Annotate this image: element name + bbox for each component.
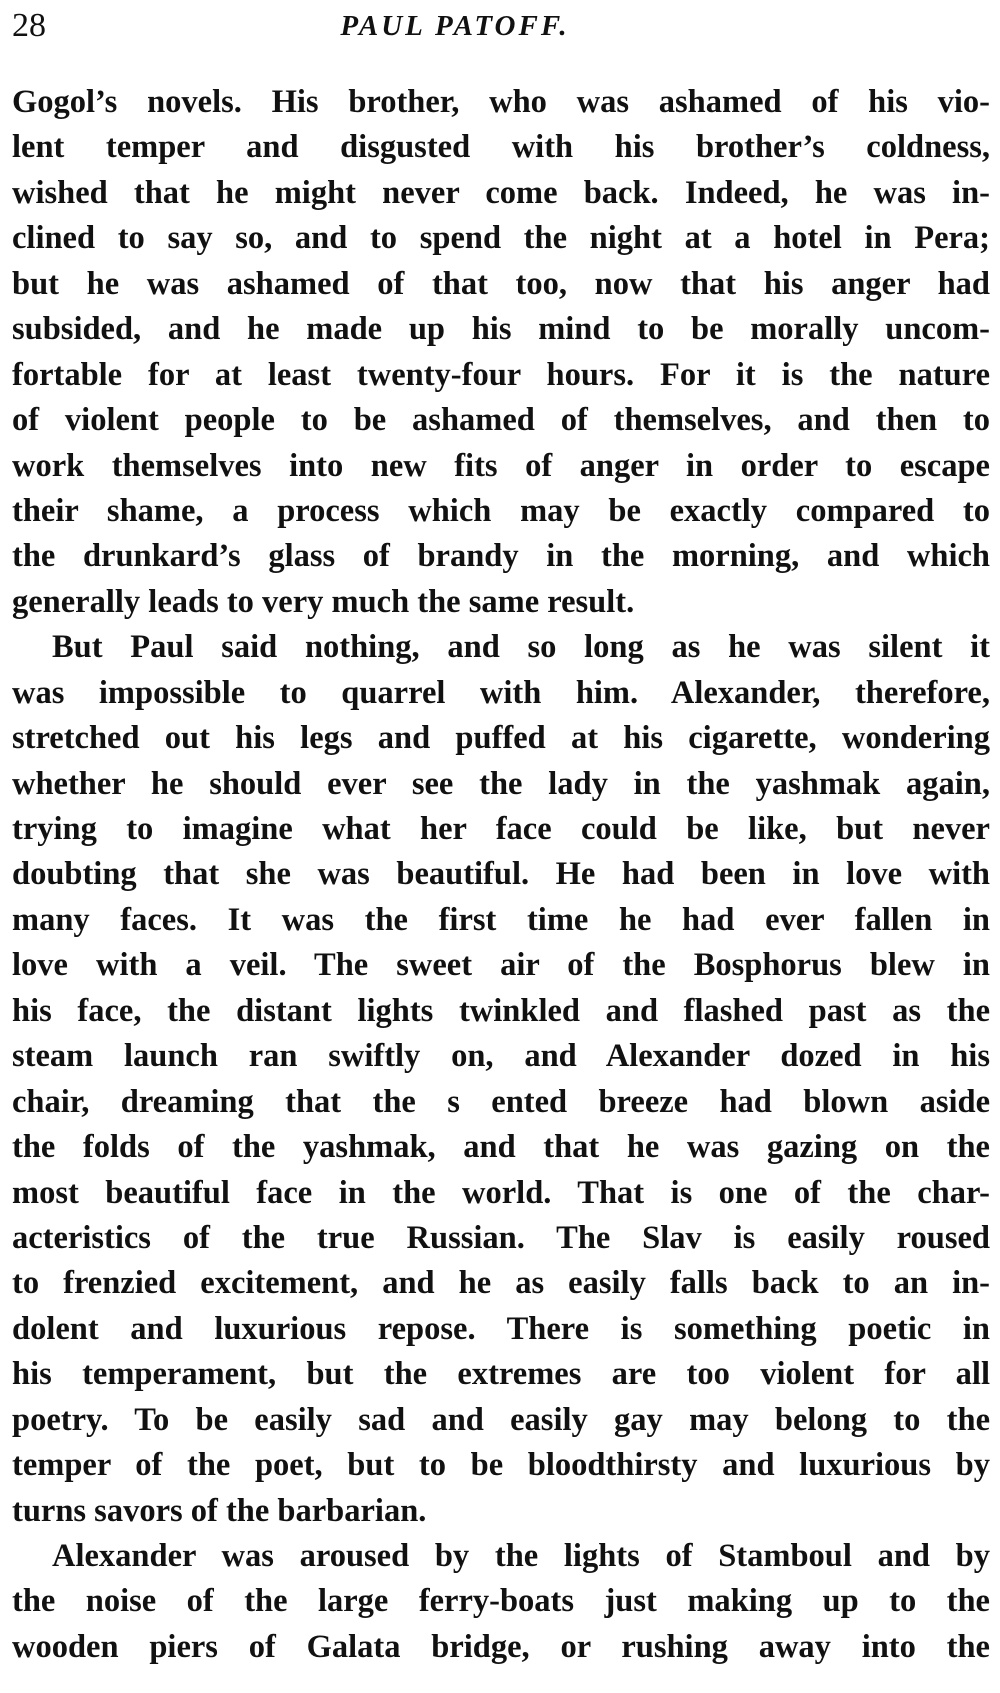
text-line: subsided, and he made up his mind to be morally uncom- bbox=[12, 311, 990, 348]
running-header bbox=[12, 4, 988, 52]
text-line: dolent and luxurious repose. There is something poetic in bbox=[12, 1310, 990, 1347]
text-line: but he was ashamed of that too, now that his anger had bbox=[12, 265, 990, 302]
text-line: of violent people to be ashamed of themselves, and then to bbox=[12, 402, 990, 439]
text-line: doubting that she was beautiful. He had been in love with bbox=[12, 856, 990, 893]
text-line: lent temper and disgusted with his brother’s coldness, bbox=[12, 129, 990, 166]
running-title: PAUL PATOFF. bbox=[340, 10, 570, 42]
text-line: most beautiful face in the world. That is one of the char- bbox=[12, 1174, 990, 1211]
paragraph-start-line: But Paul said nothing, and so long as he was silent it bbox=[52, 629, 990, 666]
text-line: chair, dreaming that the s ented breeze had blown aside bbox=[12, 1083, 990, 1120]
text-line: poetry. To be easily sad and easily gay may belong to the bbox=[12, 1401, 990, 1438]
text-line: fortable for at least twenty-four hours. For it is the nature bbox=[12, 356, 990, 393]
paragraph-end-line: turns savors of the barbarian. bbox=[12, 1492, 427, 1529]
paragraph-end-line: generally leads to very much the same result. bbox=[12, 583, 635, 620]
text-line: the noise of the large ferry-boats just making up to the bbox=[12, 1583, 990, 1620]
text-line: many faces. It was the first time he had ever fallen in bbox=[12, 901, 990, 938]
text-line: love with a veil. The sweet air of the Bosphorus blew in bbox=[12, 947, 990, 984]
text-line: his temperament, but the extremes are too violent for all bbox=[12, 1356, 990, 1393]
text-line: stretched out his legs and puffed at his cigarette, wondering bbox=[12, 720, 990, 757]
body-text bbox=[12, 80, 990, 1670]
paragraph-start-line: Alexander was aroused by the lights of Stamboul and by bbox=[52, 1538, 990, 1574]
text-line: acteristics of the true Russian. The Slav is easily roused bbox=[12, 1219, 990, 1256]
text-line: the folds of the yashmak, and that he was gazing on the bbox=[12, 1129, 990, 1166]
text-line: their shame, a process which may be exactly compared to bbox=[12, 492, 990, 529]
text-line: wished that he might never come back. Indeed, he was in- bbox=[12, 174, 990, 211]
text-line: temper of the poet, but to be bloodthirsty and luxurious by bbox=[12, 1447, 990, 1484]
page-number: 28 bbox=[12, 7, 46, 44]
text-line: work themselves into new fits of anger in order to escape bbox=[12, 447, 990, 484]
text-line: trying to imagine what her face could be like, but never bbox=[12, 811, 990, 847]
text-line: steam launch ran swiftly on, and Alexander dozed in his bbox=[12, 1038, 990, 1075]
text-line: was impossible to quarrel with him. Alexander, therefore, bbox=[12, 674, 990, 711]
text-line: clined to say so, and to spend the night at a hotel in Pera; bbox=[12, 220, 990, 257]
text-line: wooden piers of Galata bridge, or rushing away into the bbox=[12, 1628, 990, 1665]
text-line: to frenzied excitement, and he as easily falls back to an in- bbox=[12, 1265, 990, 1302]
text-line: whether he should ever see the lady in the yashmak again, bbox=[12, 765, 990, 802]
text-line: Gogol’s novels. His brother, who was ashamed of his vio- bbox=[12, 84, 990, 120]
text-line: his face, the distant lights twinkled and flashed past as the bbox=[12, 992, 990, 1029]
text-line: the drunkard’s glass of brandy in the morning, and which bbox=[12, 538, 990, 575]
